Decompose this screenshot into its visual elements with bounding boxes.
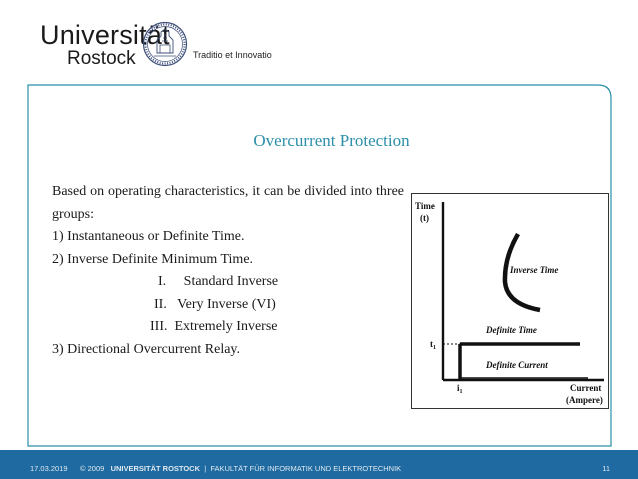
- definite-current-label: Definite Current: [486, 360, 548, 370]
- i1-label: $i_1$: [457, 383, 463, 395]
- footer-faculty: FAKULTÄT FÜR INFORMATIK UND ELEKTROTECHNIK: [210, 464, 402, 473]
- inverse-time-label: Inverse Time: [510, 265, 559, 275]
- sub-item-very-inverse: II. Very Inverse (VI): [154, 296, 276, 312]
- list-item-3: 3) Directional Overcurrent Relay.: [52, 341, 241, 357]
- x-axis-label-1: Current: [570, 383, 602, 393]
- footer-bar: [0, 450, 638, 479]
- t1-label: $t_1$: [430, 339, 436, 351]
- footer-university: UNIVERSITÄT ROSTOCK: [110, 464, 201, 473]
- logo-line2: Rostock: [67, 48, 136, 69]
- motto: Traditio et Innovatio: [193, 50, 272, 60]
- slide-body: [52, 181, 404, 361]
- y-axis-label-2: (t): [420, 213, 429, 223]
- time-current-diagram: [411, 193, 609, 409]
- footer-copyright: © 2009: [80, 464, 105, 473]
- definite-time-label: Definite Time: [486, 325, 537, 335]
- footer-separator: |: [204, 464, 207, 473]
- page-number: 11: [602, 464, 610, 473]
- footer-date: 17.03.2019: [30, 464, 68, 473]
- list-item-2: 2) Inverse Definite Minimum Time.: [52, 251, 254, 267]
- list-item-1: 1) Instantaneous or Definite Time.: [52, 229, 245, 244]
- x-axis-label-2: (Ampere): [566, 395, 603, 405]
- footer-copyright-line: [80, 464, 401, 473]
- intro-text: Based on operating characteristics, it can be divided into three groups:: [52, 184, 404, 222]
- sub-item-standard-inverse: I. Standard Inverse: [158, 274, 279, 289]
- logo-line1: Universität: [40, 20, 170, 50]
- slide-title: Overcurrent Protection: [253, 131, 410, 150]
- y-axis-label-1: Time: [415, 201, 435, 211]
- sub-item-extremely-inverse: III. Extremely Inverse: [150, 319, 278, 334]
